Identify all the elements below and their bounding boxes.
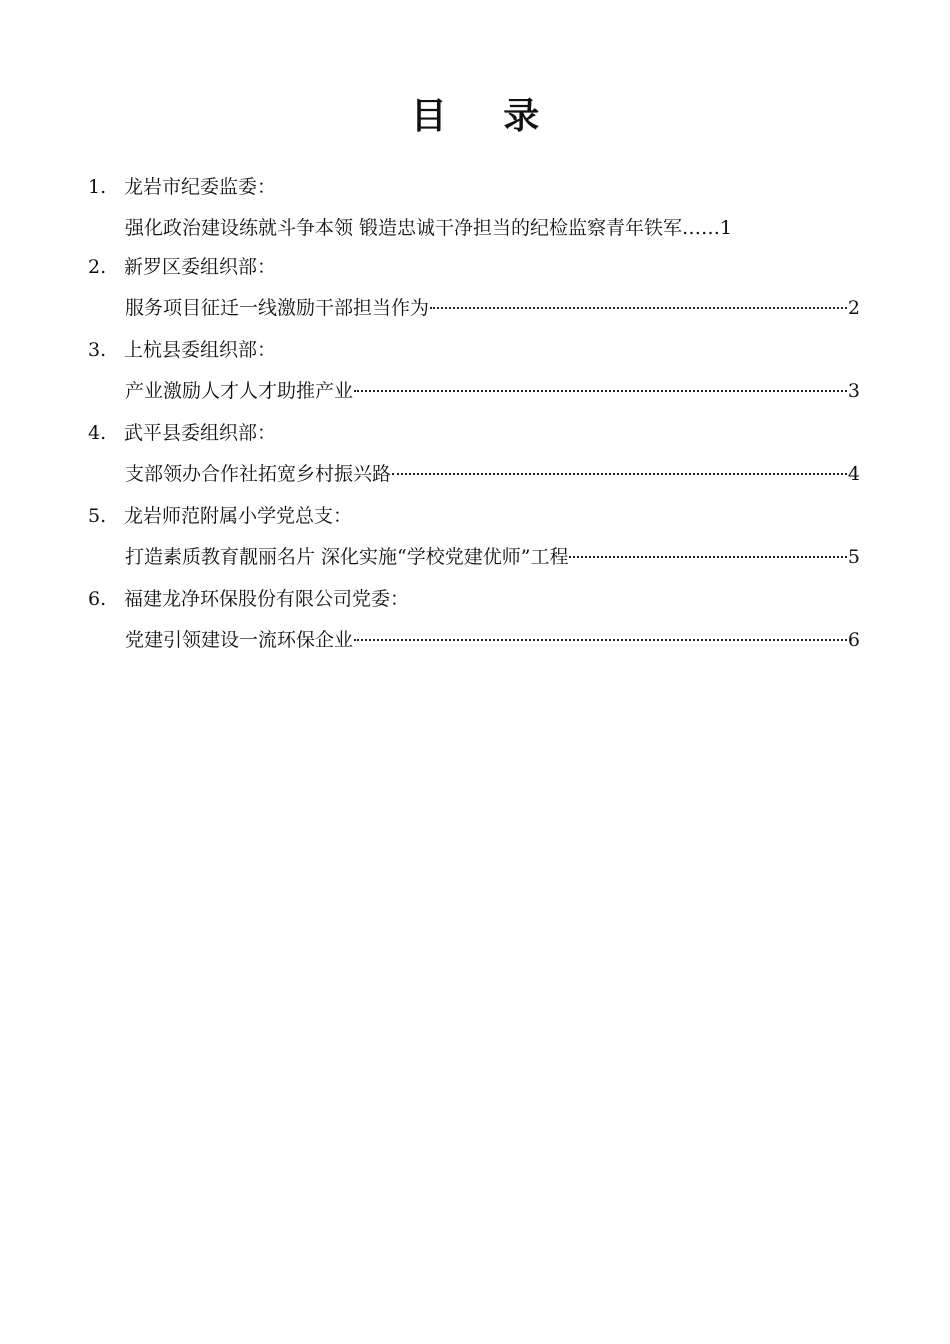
- toc-entry: [88, 250, 860, 333]
- toc-entry: [88, 582, 860, 665]
- toc-org-line: [88, 420, 276, 446]
- toc-article-link[interactable]: [125, 295, 860, 321]
- toc-page-number: 1: [720, 217, 733, 239]
- toc-entry: [88, 170, 860, 250]
- toc-dot-leader: [392, 473, 847, 475]
- toc-entry-number: 5.: [88, 505, 107, 527]
- toc-article-link[interactable]: [125, 544, 860, 570]
- toc-org-name: 龙岩市纪委监委：: [124, 176, 277, 198]
- toc-entry: [88, 499, 860, 582]
- toc-article-title: 产业激励人才人才助推产业: [125, 380, 354, 402]
- toc-article-link[interactable]: [125, 461, 860, 487]
- toc-article-title: 强化政治建设练就斗争本领 锻造忠诚干净担当的纪检监察青年铁军: [125, 217, 683, 239]
- toc-dot-leader: [569, 556, 846, 558]
- page-title: 目 录: [410, 95, 562, 137]
- toc-article-link[interactable]: [125, 215, 860, 241]
- toc-dot-leader: [354, 390, 847, 392]
- toc-entry-number: 6.: [88, 588, 107, 610]
- toc-page-number: 3: [847, 380, 860, 402]
- toc-org-name: 龙岩师范附属小学党总支：: [124, 505, 353, 527]
- toc-entry-number: 4.: [88, 422, 107, 444]
- toc-page-number: 6: [847, 629, 860, 651]
- toc-org-line: [88, 503, 352, 529]
- toc-article-link[interactable]: [125, 378, 860, 404]
- toc-page-number: 5: [847, 546, 860, 568]
- toc-entry: [88, 416, 860, 499]
- toc-page-number: 2: [847, 297, 860, 319]
- toc-article-title: 支部领办合作社拓宽乡村振兴路: [125, 463, 392, 485]
- toc-org-line: [88, 174, 276, 200]
- toc-article-title: 党建引领建设一流环保企业: [125, 629, 354, 651]
- table-of-contents: [88, 170, 860, 665]
- toc-article-link[interactable]: [125, 627, 860, 653]
- toc-org-name: 上杭县委组织部：: [124, 339, 277, 361]
- toc-page-number: 4: [847, 463, 860, 485]
- toc-entry-number: 1.: [88, 176, 107, 198]
- toc-org-name: 武平县委组织部：: [124, 422, 277, 444]
- toc-article-title: 打造素质教育靓丽名片 深化实施“学校党建优师”工程: [125, 546, 569, 568]
- toc-article-title: 服务项目征迁一线激励干部担当作为: [125, 297, 430, 319]
- toc-org-name: 新罗区委组织部：: [124, 256, 277, 278]
- toc-dot-leader: [354, 639, 847, 641]
- toc-dot-leader: ……: [682, 217, 721, 239]
- toc-org-line: [88, 586, 409, 612]
- toc-org-name: 福建龙净环保股份有限公司党委：: [124, 588, 410, 610]
- toc-entry-number: 3.: [88, 339, 107, 361]
- toc-org-line: [88, 254, 276, 280]
- toc-entry: [88, 333, 860, 416]
- toc-dot-leader: [430, 307, 847, 309]
- toc-org-line: [88, 337, 276, 363]
- toc-entry-number: 2.: [88, 256, 107, 278]
